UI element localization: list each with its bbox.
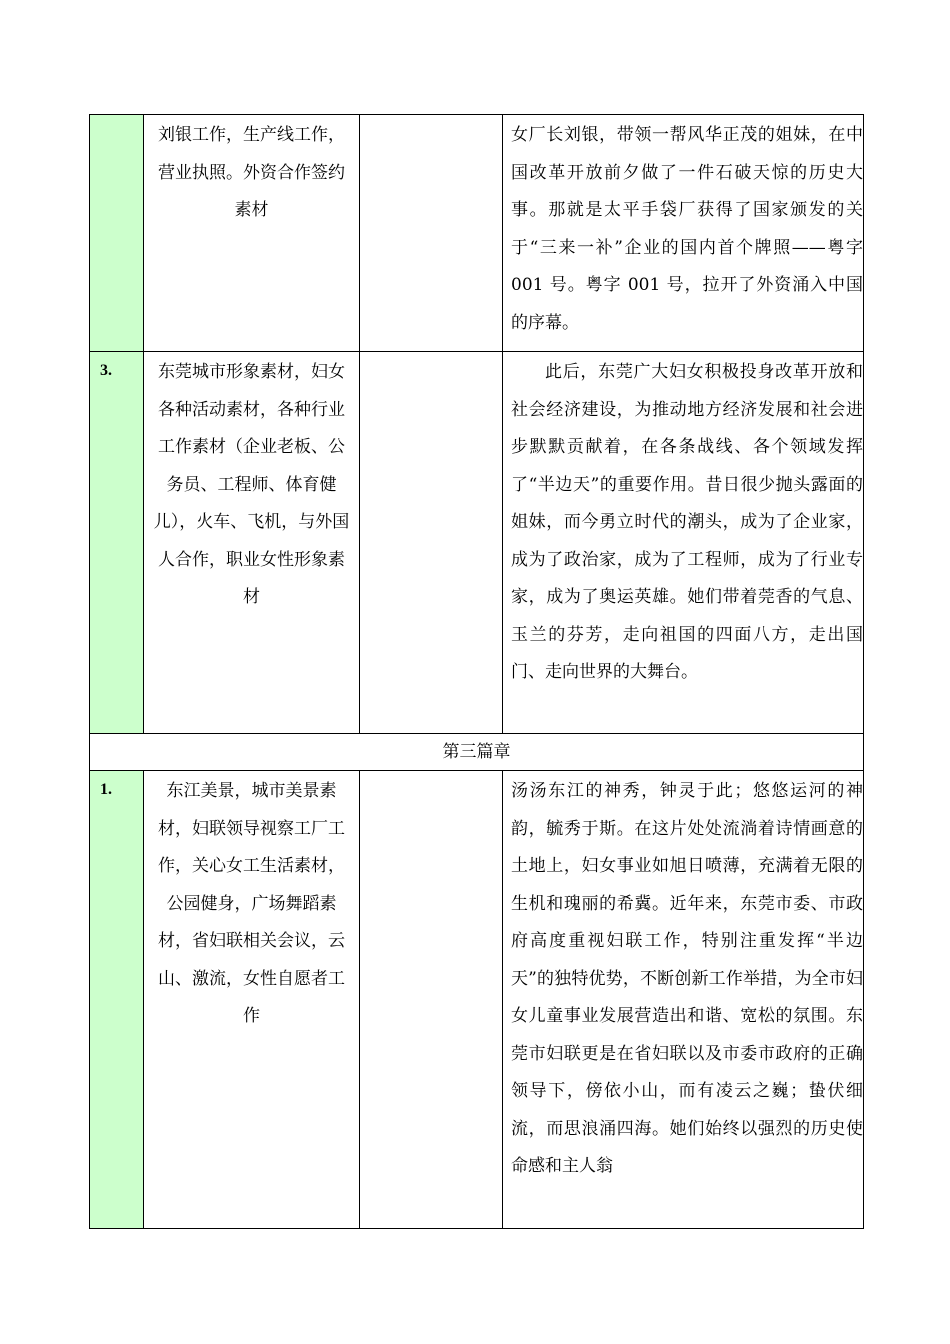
narration-cell xyxy=(503,352,864,734)
row-number-cell: 1. xyxy=(90,771,144,1229)
row-number-cell: 3. xyxy=(90,352,144,734)
narration-paragraph: 此后，东莞广大妇女积极投身改革开放和社会经济建设，为推动地方经济发展和社会进步默默贡献着，在各条战线、各个领域发挥了“半边天”的重要作用。昔日很少抛头露面的姐妹，而今勇立时代的潮头，成为了企业家，成为了政治家，成为了工程师，成为了行业专家，成为了奥运英雄。她们带着莞香的气息、玉兰的芬芳，走向祖国的四面八方，走出国门、走向世界的大舞台。 xyxy=(511,362,863,682)
section-row xyxy=(90,734,864,771)
section-title: 第三篇章 xyxy=(90,734,864,771)
row-number-cell xyxy=(90,115,144,352)
blank-cell xyxy=(360,352,503,734)
table-row xyxy=(90,771,864,1229)
material-cell: 东江美景，城市美景素材，妇联领导视察工厂工作，关心女工生活素材，公园健身，广场舞蹈素材，省妇联相关会议，云山、激流，女性自愿者工作 xyxy=(144,771,360,1229)
table-row xyxy=(90,352,864,734)
blank-cell xyxy=(360,771,503,1229)
script-table xyxy=(89,114,864,1229)
material-cell: 东莞城市形象素材，妇女各种活动素材，各种行业工作素材（企业老板、公务员、工程师、体育健儿），火车、飞机，与外国人合作，职业女性形象素材 xyxy=(144,352,360,734)
table-row xyxy=(90,115,864,352)
blank-cell xyxy=(360,115,503,352)
narration-cell: 汤汤东江的神秀，钟灵于此；悠悠运河的神韵，毓秀于斯。在这片处处流淌着诗情画意的土地上，妇女事业如旭日喷薄，充满着无限的生机和瑰丽的希冀。近年来，东莞市委、市政府高度重视妇联工作，特别注重发挥“半边天”的独特优势，不断创新工作举措，为全市妇女儿童事业发展营造出和谐、宽松的氛围。东莞市妇联更是在省妇联以及市委市政府的正确领导下，傍依小山，而有凌云之巍；蛰伏细流，而思浪涌四海。她们始终以强烈的历史使命感和主人翁 xyxy=(503,771,864,1229)
narration-cell: 女厂长刘银，带领一帮风华正茂的姐妹，在中国改革开放前夕做了一件石破天惊的历史大事。那就是太平手袋厂获得了国家颁发的关于“三来一补”企业的国内首个牌照——粤字 001 号。粤字 001 号，拉开了外资涌入中国的序幕。 xyxy=(503,115,864,352)
material-cell: 刘银工作，生产线工作，营业执照。外资合作签约素材 xyxy=(144,115,360,352)
